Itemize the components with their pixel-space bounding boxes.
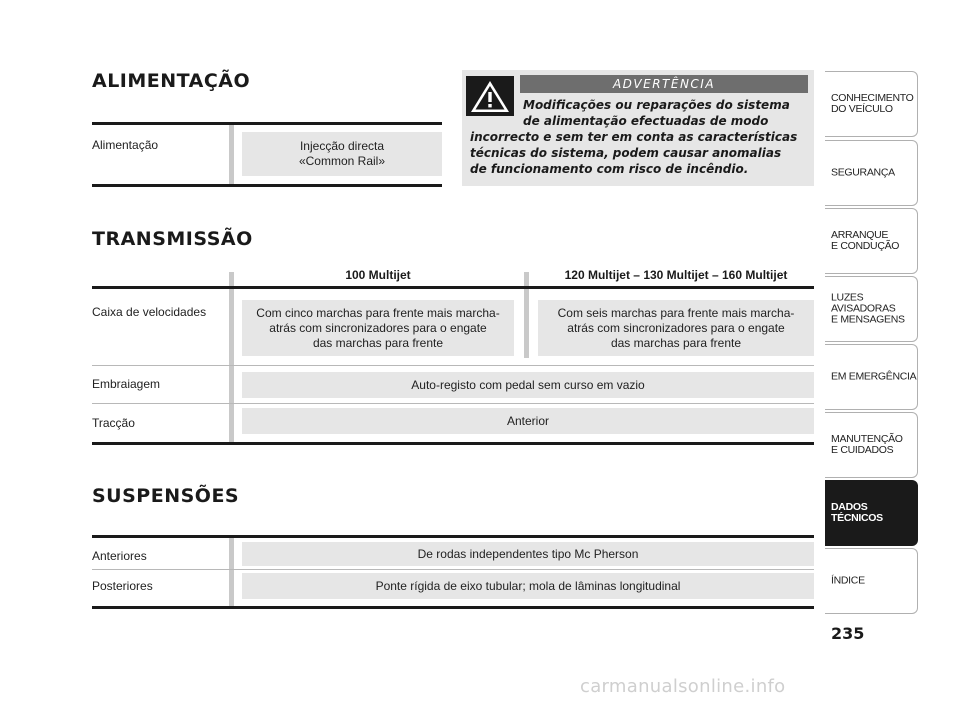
warning-text-line: de funcionamento com risco de incêndio. (470, 162, 749, 176)
row-value-caixa-100 (242, 300, 514, 356)
warning-title: ADVERTÊNCIA (520, 75, 808, 93)
warning-text-line: Modificações ou reparações do sistema (523, 98, 790, 112)
tab-label: ÍNDICE (831, 574, 865, 587)
value-line: Com cinco marchas para frente mais marcha- (256, 305, 500, 320)
column-divider (229, 125, 234, 185)
row-divider (92, 403, 814, 404)
table-top-rule (92, 535, 814, 538)
tab-label: MANUTENÇÃO E CUIDADOS (831, 433, 903, 456)
table-top-rule (92, 286, 814, 289)
column-divider (524, 272, 529, 358)
value-line: «Common Rail» (298, 154, 386, 168)
tab-label: SEGURANÇA (831, 166, 895, 179)
warning-text-line: de alimentação efectuadas de modo (523, 114, 769, 128)
column-divider (229, 538, 234, 606)
tab-conhecimento-do-veiculo[interactable] (825, 71, 918, 137)
row-label-anteriores: Anteriores (92, 549, 147, 563)
tab-arranque-e-conducao[interactable] (825, 208, 918, 274)
row-value-alimentacao (242, 132, 442, 176)
table-bottom-rule (92, 184, 442, 187)
table-top-rule (92, 122, 442, 125)
column-header-120-160-multijet: 120 Multijet – 130 Multijet – 160 Multijet (564, 268, 788, 282)
tab-seguranca[interactable] (825, 140, 918, 206)
value-line: das marchas para frente (610, 335, 742, 350)
tab-label: ARRANQUE E CONDUÇÃO (831, 229, 900, 252)
warning-text-line: incorrecto e sem ter em conta as características (470, 130, 798, 144)
value-line: Com seis marchas para frente mais marcha- (557, 305, 795, 320)
tab-label: EM EMERGÊNCIA (831, 370, 917, 383)
table-bottom-rule (92, 606, 814, 609)
row-divider (92, 569, 814, 570)
tab-luzes-avisadoras[interactable] (825, 276, 918, 342)
tab-em-emergencia[interactable] (825, 344, 918, 410)
value-line: atrás com sincronizadores para o engate (269, 320, 487, 335)
section-title-alimentacao: ALIMENTAÇÃO (92, 70, 251, 92)
table-bottom-rule (92, 442, 814, 445)
tab-manutencao-e-cuidados[interactable] (825, 412, 918, 478)
section-title-suspensoes: SUSPENSÕES (92, 485, 240, 507)
watermark: carmanualsonline.info (580, 676, 786, 697)
value-line: Injecção directa (299, 139, 385, 153)
row-value-caixa-120-160 (538, 300, 814, 356)
value-line: das marchas para frente (312, 335, 444, 350)
row-value-embraiagem: Auto-registo com pedal sem curso em vazio (242, 372, 814, 398)
column-header-100-multijet: 100 Multijet (345, 268, 411, 282)
tab-label: CONHECIMENTO DO VEÍCULO (831, 92, 914, 115)
column-divider (229, 272, 234, 442)
row-label-caixa: Caixa de velocidades (92, 305, 207, 319)
page-number: 235 (831, 624, 865, 643)
tab-dados-tecnicos[interactable] (825, 480, 918, 546)
tab-indice[interactable] (825, 548, 918, 614)
value-line: atrás com sincronizadores para o engate (567, 320, 785, 335)
row-value-anteriores: De rodas independentes tipo Mc Pherson (242, 542, 814, 566)
tab-label: DADOS TÉCNICOS (831, 501, 883, 524)
row-divider (92, 365, 814, 366)
row-value-traccao: Anterior (242, 408, 814, 434)
warning-text-line: técnicas do sistema, podem causar anomalias (470, 146, 782, 160)
row-label-embraiagem: Embraiagem (92, 377, 161, 391)
section-title-transmissao: TRANSMISSÃO (92, 228, 253, 250)
row-value-posteriores: Ponte rígida de eixo tubular; mola de lâminas longitudinal (242, 573, 814, 599)
row-label-posteriores: Posteriores (92, 579, 153, 593)
row-label-traccao: Tracção (92, 416, 135, 430)
tab-label: LUZES AVISADORAS E MENSAGENS (831, 291, 905, 326)
warning-triangle-icon (466, 76, 514, 116)
row-label-alimentacao: Alimentação (92, 138, 159, 152)
